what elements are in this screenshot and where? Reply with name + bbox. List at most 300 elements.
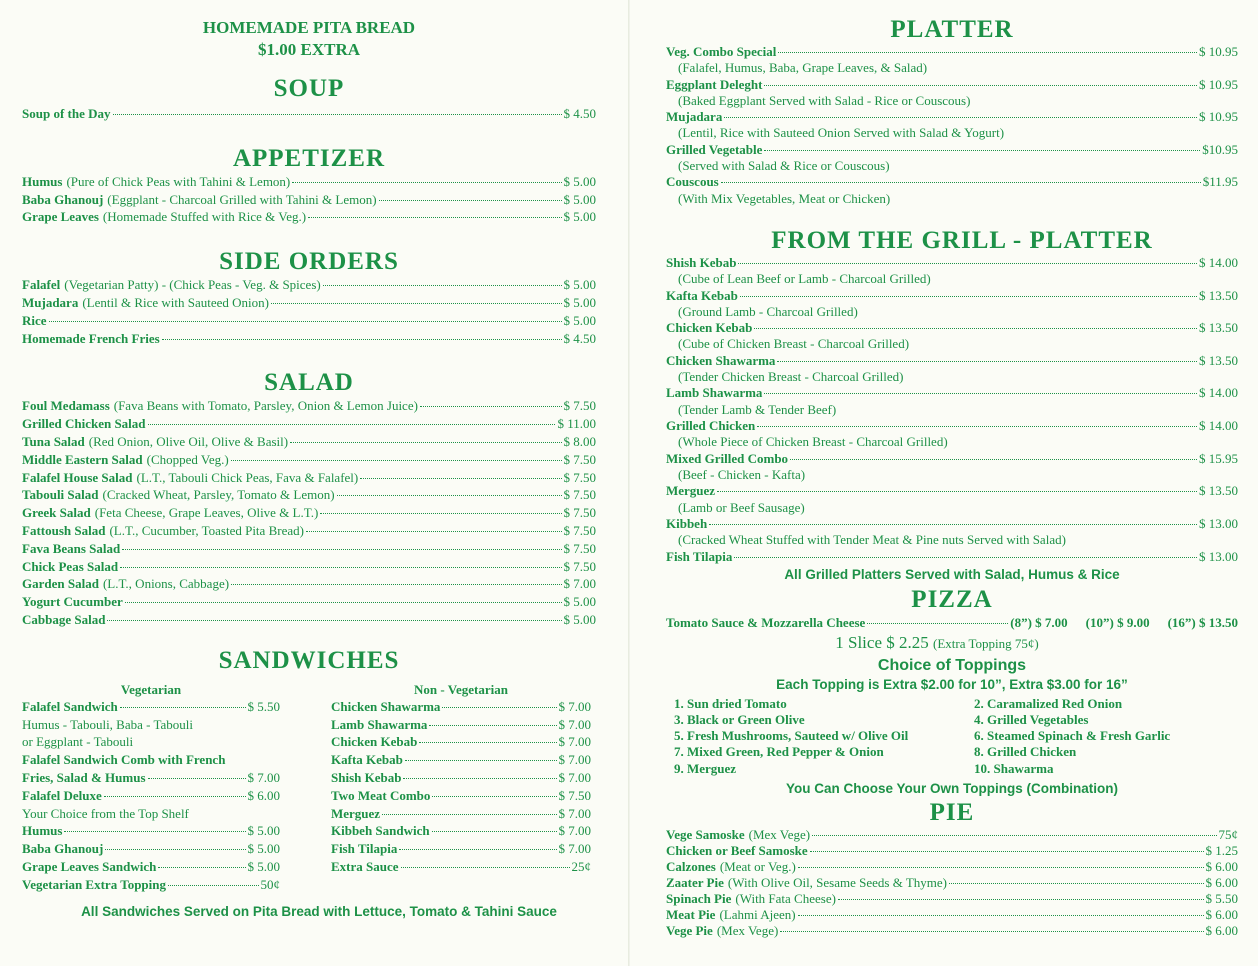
item-price: $ 7.00 (558, 805, 591, 821)
menu-item: Falafel Deluxe $ 6.00 (22, 787, 280, 803)
side-orders-heading: SIDE ORDERS (219, 248, 399, 276)
item-name: Baba Ghanouj (22, 841, 104, 857)
item-price: $ 5.00 (247, 858, 280, 874)
menu-item (666, 44, 1238, 60)
leader-dots (754, 328, 1197, 329)
item-name: Chicken Shawarma (331, 698, 441, 714)
leader-dots (798, 915, 1204, 916)
item-price: $ 7.50 (563, 540, 596, 556)
topping-item: 8. Grilled Chicken (974, 744, 1077, 760)
item-name: Merguez (331, 805, 381, 821)
leader-dots (107, 620, 561, 621)
non-vegetarian-column (331, 681, 591, 894)
leader-dots (162, 339, 562, 340)
menu-item (331, 840, 591, 858)
item-name: Veg. Combo Special (666, 44, 777, 59)
leader-dots (432, 796, 556, 797)
menu-item (331, 716, 591, 734)
leader-dots (812, 835, 1216, 836)
leader-dots (382, 814, 556, 815)
item-name: Vege Pie (666, 923, 713, 939)
item-description: (Homemade Stuffed with Rice & Veg.) (102, 209, 307, 225)
item-name: Lamb Shawarma (331, 716, 428, 732)
item-price: $11.95 (1202, 174, 1238, 190)
item-name: Grape Leaves (22, 209, 99, 225)
sandwiches-footer: All Sandwiches Served on Pita Bread with Lettuce, Tomato & Tahini Sauce (81, 903, 557, 919)
item-price: $ 5.00 (563, 191, 596, 207)
leader-dots (158, 867, 245, 868)
item-description: (Baked Eggplant Served with Salad - Rice or Couscous) (678, 92, 971, 108)
item-price: $ 13.50 (1199, 352, 1238, 368)
item-name: Humus (22, 823, 63, 839)
item-description: (Feta Cheese, Grape Leaves, Olive & L.T.) (94, 505, 319, 521)
item-price: 50¢ (260, 876, 280, 892)
leader-dots (405, 760, 557, 761)
item-description: (With Olive Oil, Sesame Seeds & Thyme) (727, 875, 948, 891)
item-description: (Ground Lamb - Charcoal Grilled) (678, 303, 858, 319)
menu-item (22, 522, 596, 540)
item-name: Merguez (666, 483, 716, 499)
item-description: (Cube of Chicken Breast - Charcoal Grilled) (678, 336, 910, 352)
item-name: Chicken Kebab (331, 734, 418, 750)
item-name: Meat Pie (666, 907, 716, 923)
item-name: Shish Kebab (331, 769, 402, 785)
menu-item (666, 875, 1238, 891)
item-name: Rice (22, 312, 47, 328)
leader-dots (401, 867, 570, 868)
item-name: Extra Sauce (331, 858, 399, 874)
item-description: (Beef - Chicken - Kafta) (678, 466, 806, 482)
toppings-note: Each Topping is Extra $2.00 for 10”, Extra $3.00 for 16” (776, 676, 1128, 692)
item-price: $ 6.00 (1205, 859, 1238, 875)
menu-item (666, 891, 1238, 907)
leader-dots (721, 182, 1201, 183)
menu-item (666, 77, 1238, 93)
menu-item (22, 433, 596, 451)
menu-item (22, 876, 280, 894)
item-description: (Eggplant - Charcoal Grilled with Tahini & Lemon) (107, 191, 377, 207)
leader-dots (113, 114, 562, 115)
appetizer-heading: APPETIZER (232, 144, 386, 172)
item-name: Eggplant Deleght (666, 76, 763, 92)
item-description: (Falafel, Humus, Baba, Grape Leaves, & Salad) (678, 60, 928, 76)
pizza-item: Tomato Sauce & Mozzarella Cheese (8”) $ 7.00 (10”) $ 9.00 (16”) $ 13.50 (666, 614, 1238, 630)
menu-item (666, 451, 1238, 467)
toppings-heading: Choice of Toppings (877, 656, 1027, 674)
item-price: $ 14.00 (1199, 418, 1238, 434)
menu-item (22, 208, 596, 226)
item-price: $ 7.00 (558, 698, 591, 714)
menu-item (22, 276, 596, 294)
leader-dots (323, 285, 562, 286)
leader-dots (740, 296, 1197, 297)
topping-item: 3. Black or Green Olive (674, 711, 805, 727)
item-price: $ 7.50 (563, 505, 596, 521)
item-description: (Cracked Wheat Stuffed with Tender Meat & Pine nuts Served with Salad) (678, 532, 1066, 548)
item-price: $ 7.50 (563, 522, 596, 538)
menu-item (666, 483, 1238, 499)
leader-dots (738, 263, 1197, 264)
leader-dots (764, 393, 1197, 394)
item-name: Fattoush Salad (22, 522, 106, 538)
leader-dots (320, 513, 561, 514)
item-name: Middle Eastern Salad (22, 451, 143, 467)
leader-dots (271, 303, 562, 304)
menu-item (22, 504, 596, 522)
menu-item: Falafel Sandwich $ 5.50 (22, 698, 280, 714)
item-price: $ 5.00 (563, 594, 596, 610)
grill-heading: FROM THE GRILL - PLATTER (771, 227, 1153, 255)
item-description: (With Fata Cheese) (735, 891, 836, 907)
item-name: Kafta Kebab (331, 752, 403, 768)
item-name: Zaater Pie (666, 875, 724, 891)
leader-dots (798, 867, 1204, 868)
leader-dots (419, 742, 556, 743)
item-description: (With Mix Vegetables, Meat or Chicken) (678, 190, 891, 206)
item-name: Chick Peas Salad (22, 558, 119, 574)
toppings-grid (666, 696, 1238, 777)
menu-item (331, 769, 591, 787)
leader-dots (757, 426, 1197, 427)
leader-dots (780, 931, 1203, 932)
leader-dots (724, 117, 1197, 118)
item-price: $ 7.00 (558, 752, 591, 768)
leader-dots (709, 524, 1197, 525)
pizza-heading: PIZZA (911, 585, 993, 613)
leader-dots (734, 557, 1197, 558)
item-name: Two Meat Combo (331, 787, 431, 803)
item-name: Tabouli Salad (22, 487, 99, 503)
menu-item (666, 907, 1238, 923)
item-price: $ 5.00 (247, 823, 280, 839)
item-price: $ 7.00 (558, 734, 591, 750)
item-price: $ 7.00 (558, 769, 591, 785)
menu-item (666, 418, 1238, 434)
item-description: (Lamb or Beef Sausage) (678, 499, 805, 515)
menu-item (666, 549, 1238, 565)
leader-dots (810, 851, 1204, 852)
leader-dots (290, 442, 561, 443)
item-description: (Mex Vege) (748, 827, 811, 843)
topping-item: 9. Merguez (674, 760, 737, 776)
leader-dots (949, 883, 1203, 884)
item-description: (Whole Piece of Chicken Breast - Charcoal Grilled) (678, 434, 948, 450)
menu-item (22, 593, 596, 611)
menu-item (22, 558, 596, 576)
soup-list (22, 105, 596, 123)
menu-item (666, 255, 1238, 271)
item-description: (Mex Vege) (716, 923, 779, 939)
item-name: Baba Ghanouj (22, 191, 104, 207)
leader-dots (120, 567, 561, 568)
item-price: $ 6.00 (1205, 875, 1238, 891)
salad-list (22, 397, 596, 628)
item-price: $ 4.50 (563, 330, 596, 346)
item-name: Grilled Chicken (666, 418, 756, 434)
leader-dots (337, 495, 562, 496)
menu-item (666, 174, 1238, 190)
menu-item (666, 827, 1238, 843)
item-price: $ 14.00 (1199, 385, 1238, 401)
item-description: (Meat or Veg.) (719, 859, 796, 875)
sandwiches-grid (22, 681, 596, 894)
vegetarian-column (22, 681, 280, 894)
item-price: $ 10.95 (1199, 76, 1238, 92)
item-name: Shish Kebab (666, 255, 737, 271)
item-price: $ 13.50 (1199, 320, 1238, 336)
item-description: (Tender Lamb & Tender Beef) (678, 401, 837, 417)
item-name: Chicken Kebab (666, 320, 753, 336)
item-price: $ 10.95 (1199, 44, 1238, 59)
grill-list (666, 255, 1238, 565)
platter-list (666, 44, 1238, 207)
right-column (666, 0, 1238, 939)
item-name: Kibbeh (666, 515, 708, 531)
item-price: $ 7.50 (563, 398, 596, 414)
item-name: Humus (22, 173, 63, 189)
leader-dots (717, 491, 1197, 492)
item-name: Garden Salad (22, 576, 99, 592)
item-description: (Vegetarian Patty) - (Chick Peas - Veg. & Spices) (64, 277, 321, 293)
item-price: 75¢ (1218, 827, 1238, 843)
item-name: Greek Salad (22, 505, 91, 521)
menu-item (666, 109, 1238, 125)
menu-item (22, 540, 596, 558)
item-price: $ 13.50 (1199, 287, 1238, 303)
item-name: Grilled Chicken Salad (22, 416, 146, 432)
page-fold (628, 0, 630, 966)
item-price: $ 7.00 (558, 823, 591, 839)
menu-item (22, 469, 596, 487)
leader-dots (764, 85, 1197, 86)
menu-item (666, 320, 1238, 336)
item-name: Soup of the Day (22, 106, 111, 121)
pita-note-line1: HOMEMADE PITA BREAD (202, 18, 416, 37)
menu-item (666, 353, 1238, 369)
item-name: Vege Samoske (666, 827, 745, 843)
pie-list (666, 827, 1238, 939)
menu-item (666, 516, 1238, 532)
item-name: Homemade French Fries (22, 330, 160, 346)
item-price: $ 5.00 (563, 173, 596, 189)
item-description: (Lahmi Ajeen) (719, 907, 796, 923)
item-price: $ 10.95 (1199, 109, 1238, 125)
item-price: $ 7.00 (563, 576, 596, 592)
item-price: $ 5.00 (563, 611, 596, 627)
menu-item (666, 142, 1238, 158)
item-name: Kibbeh Sandwich (331, 823, 430, 839)
item-name: Chicken or Beef Samoske (666, 843, 808, 859)
menu-item (331, 733, 591, 751)
menu-item (22, 397, 596, 415)
menu-item (22, 822, 280, 840)
item-description: (Tender Chicken Breast - Charcoal Grilled) (678, 369, 904, 385)
leader-dots (105, 849, 245, 850)
item-description: (L.T., Onions, Cabbage) (102, 576, 230, 592)
item-name: Mixed Grilled Combo (666, 450, 789, 466)
leader-dots (49, 321, 562, 322)
item-price: $ 7.50 (563, 558, 596, 574)
leader-dots (403, 778, 556, 779)
item-price: $ 7.50 (563, 451, 596, 467)
item-name: Calzones (666, 859, 716, 875)
pita-note-line2: $1.00 EXTRA (257, 40, 360, 59)
item-price: $ 13.50 (1199, 483, 1238, 499)
menu-item (666, 859, 1238, 875)
falafel-options-line1: Humus - Tabouli, Baba - Tabouli (22, 716, 194, 732)
item-description: (Lentil & Rice with Sauteed Onion) (82, 294, 269, 310)
menu-item (22, 451, 596, 469)
toppings-footer: You Can Choose Your Own Toppings (Combination) (786, 781, 1118, 797)
topping-item: 1. Sun dried Tomato (674, 695, 787, 711)
item-description: (Red Onion, Olive Oil, Olive & Basil) (88, 433, 289, 449)
item-price: 25¢ (571, 858, 591, 874)
item-name: Grilled Vegetable (666, 141, 763, 157)
item-price: $ 1.25 (1205, 843, 1238, 859)
menu-item (22, 173, 596, 191)
leader-dots (790, 459, 1197, 460)
item-price: $ 13.00 (1199, 548, 1238, 564)
item-name: Couscous (666, 174, 719, 190)
vegetarian-header: Vegetarian (120, 681, 182, 697)
combo-line1: Falafel Sandwich Comb with French (22, 752, 226, 768)
item-name: Grape Leaves Sandwich (22, 858, 157, 874)
menu-item (22, 486, 596, 504)
item-name: Kafta Kebab (666, 287, 738, 303)
item-name: Yogurt Cucumber (22, 594, 123, 610)
item-price: $ 5.50 (1205, 891, 1238, 907)
menu-item (331, 858, 591, 876)
menu-item (22, 858, 280, 876)
item-description: (Served with Salad & Rice or Couscous) (678, 158, 890, 174)
leader-dots (778, 52, 1197, 53)
top-shelf-note: Your Choice from the Top Shelf (22, 805, 189, 821)
leader-dots (429, 725, 556, 726)
item-price: $ 7.50 (558, 787, 591, 803)
item-price: $ 4.50 (563, 106, 596, 121)
item-price: $10.95 (1202, 141, 1238, 157)
menu-item (666, 923, 1238, 939)
menu-item (22, 105, 596, 123)
item-name: Chicken Shawarma (666, 352, 776, 368)
leader-dots (432, 831, 557, 832)
leader-dots (308, 217, 561, 218)
item-description: (Fava Beans with Tomato, Parsley, Onion & Lemon Juice) (113, 398, 418, 414)
topping-item: 7. Mixed Green, Red Pepper & Onion (674, 744, 884, 760)
menu-item (666, 843, 1238, 859)
item-description: (Cube of Lean Beef or Lamb - Charcoal Grilled) (678, 271, 931, 287)
item-name: Mujadara (666, 109, 723, 125)
item-price: $ 5.00 (563, 312, 596, 328)
menu-item (22, 312, 596, 330)
salad-heading: SALAD (264, 369, 354, 397)
leader-dots (379, 200, 562, 201)
menu-item (331, 805, 591, 823)
item-price: $ 6.00 (1205, 907, 1238, 923)
item-price: $ 13.00 (1199, 515, 1238, 531)
pizza-slice: 1 Slice $ 2.25 (Extra Topping 75¢) (835, 632, 1039, 652)
item-name: Tuna Salad (22, 433, 85, 449)
menu-item (22, 840, 280, 858)
item-description: (Chopped Veg.) (146, 451, 229, 467)
topping-item: 4. Grilled Vegetables (974, 711, 1089, 727)
appetizer-list (22, 173, 596, 226)
leader-dots (306, 531, 562, 532)
item-name: Spinach Pie (666, 891, 732, 907)
leader-dots (168, 885, 259, 886)
menu-item (22, 294, 596, 312)
leader-dots (64, 831, 245, 832)
item-name: Falafel (22, 277, 61, 293)
item-description: (Lentil, Rice with Sauteed Onion Served with Salad & Yogurt) (678, 125, 1005, 141)
menu-item (331, 698, 591, 716)
item-price: $ 5.00 (563, 277, 596, 293)
topping-item: 10. Shawarma (974, 760, 1054, 776)
grill-footer: All Grilled Platters Served with Salad, Humus & Rice (784, 566, 1120, 582)
item-description: (Pure of Chick Peas with Tahini & Lemon) (66, 173, 291, 189)
item-name: Foul Medamass (22, 398, 110, 414)
item-name: Vegetarian Extra Topping (22, 876, 166, 892)
menu-item (331, 751, 591, 769)
item-description: (L.T., Tabouli Chick Peas, Fava & Falafel) (136, 469, 359, 485)
menu-item (22, 415, 596, 433)
item-description: (L.T., Cucumber, Toasted Pita Bread) (109, 522, 304, 538)
leader-dots (231, 460, 562, 461)
item-price: $ 14.00 (1199, 255, 1238, 271)
item-price: $ 8.00 (563, 433, 596, 449)
item-name: Fava Beans Salad (22, 540, 121, 556)
item-price: $ 7.00 (558, 716, 591, 732)
vegetarian-list (22, 822, 280, 893)
non-vegetarian-list (331, 698, 591, 876)
leader-dots (125, 602, 562, 603)
leader-dots (777, 361, 1197, 362)
leader-dots (399, 849, 556, 850)
item-price: $ 7.50 (563, 469, 596, 485)
topping-item: 2. Caramalized Red Onion (974, 695, 1123, 711)
leader-dots (442, 707, 556, 708)
non-vegetarian-header: Non - Vegetarian (414, 681, 508, 697)
menu-item (22, 330, 596, 348)
menu-item (22, 575, 596, 593)
item-price: $ 5.00 (563, 294, 596, 310)
item-price: $ 7.00 (558, 841, 591, 857)
item-price: $ 6.00 (1205, 923, 1238, 939)
item-price: $ 5.00 (247, 841, 280, 857)
item-description: (Cracked Wheat, Parsley, Tomato & Lemon) (102, 487, 335, 503)
menu-item (22, 611, 596, 629)
menu-item: Fries, Salad & Humus $ 7.00 (22, 769, 280, 785)
leader-dots (292, 182, 561, 183)
leader-dots (122, 549, 561, 550)
side-orders-list (22, 276, 596, 347)
menu-item (331, 822, 591, 840)
leader-dots (360, 478, 561, 479)
left-column (22, 0, 596, 919)
item-name: Falafel House Salad (22, 469, 133, 485)
item-price: $ 7.50 (563, 487, 596, 503)
item-name: Cabbage Salad (22, 611, 106, 627)
leader-dots (764, 150, 1200, 151)
platter-heading: PLATTER (890, 16, 1014, 43)
menu-item (22, 191, 596, 209)
falafel-options-line2: or Eggplant - Tabouli (22, 734, 134, 750)
sandwiches-heading: SANDWICHES (218, 646, 400, 674)
item-name: Mujadara (22, 294, 79, 310)
topping-item: 5. Fresh Mushrooms, Sauteed w/ Olive Oil (674, 728, 909, 744)
leader-dots (231, 584, 561, 585)
item-name: Fish Tilapia (666, 548, 733, 564)
